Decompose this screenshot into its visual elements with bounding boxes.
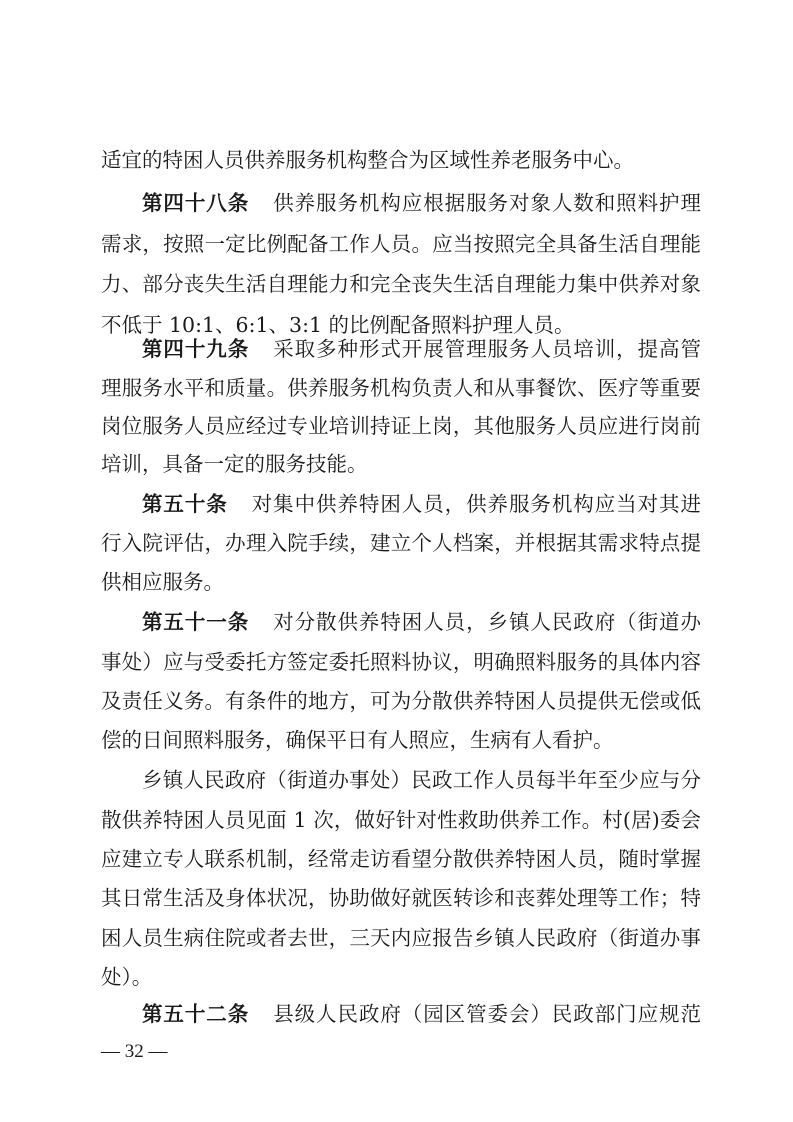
line-text: 岗位服务人员应经过专业培训持证上岗，其他服务人员应进行岗前 [101, 414, 701, 438]
line-text: 应建立专人联系机制，经常走访看望分散供养特困人员，随时掌握 [101, 847, 701, 871]
article-heading-line [101, 331, 701, 367]
article-number: 第五十二条 [142, 1002, 250, 1026]
line-text: 不低于 10:1、6:1、3:1 的比例配备照料护理人员。 [101, 313, 575, 337]
line-text: 事处）应与受委托方签定委托照料协议，明确照料服务的具体内容 [101, 650, 701, 674]
line-text: 力、部分丧失生活自理能力和完全丧失生活自理能力集中供养对象 [101, 272, 701, 296]
text-line [101, 920, 701, 956]
article-number: 第五十条 [142, 492, 228, 516]
text-line [101, 762, 701, 798]
line-text: 行入院评估，办理入院手续，建立个人档案，并根据其需求特点提 [101, 531, 701, 555]
text-line [101, 266, 701, 302]
text-line [101, 142, 701, 178]
text-line [101, 446, 701, 482]
line-text: 县级人民政府（园区管委会）民政部门应规范 [273, 1002, 701, 1026]
page-number: — 32 — [101, 1041, 168, 1062]
text-line [101, 564, 701, 600]
article-heading-line [101, 604, 701, 640]
text-line [101, 802, 701, 838]
text-line [101, 644, 701, 680]
line-text: 散供养特困人员见面 1 次，做好针对性救助供养工作。村(居)委会 [101, 808, 701, 832]
article-heading-line [101, 185, 701, 221]
text-line [101, 525, 701, 561]
line-text: 培训，具备一定的服务技能。 [101, 452, 368, 476]
line-text: 困人员生病住院或者去世，三天内应报告乡镇人民政府（街道办事 [101, 926, 701, 950]
article-number: 第四十九条 [142, 337, 250, 361]
line-text: 理服务水平和质量。供养服务机构负责人和从事餐饮、医疗等重要 [101, 376, 701, 400]
line-text: 乡镇人民政府（街道办事处）民政工作人员每半年至少应与分 [142, 768, 701, 792]
text-line [101, 722, 701, 758]
text-line [101, 408, 701, 444]
line-text: 其日常生活及身体状况，协助做好就医转诊和丧葬处理等工作；特 [101, 886, 701, 910]
text-line [101, 959, 701, 995]
text-line [101, 880, 701, 916]
line-text: 供相应服务。 [101, 570, 224, 594]
line-text: 处）。 [101, 965, 153, 989]
line-text: 对分散供养特困人员，乡镇人民政府（街道办 [273, 610, 701, 634]
line-text: 对集中供养特困人员，供养服务机构应当对其进 [251, 492, 701, 516]
line-text: 及责任义务。有条件的地方，可为分散供养特困人员提供无偿或低 [101, 689, 701, 713]
text-line [101, 370, 701, 406]
line-text: 偿的日间照料服务，确保平日有人照应，生病有人看护。 [101, 728, 614, 752]
article-number: 第四十八条 [142, 191, 250, 215]
article-heading-line [101, 486, 701, 522]
article-heading-line [101, 996, 701, 1032]
text-line [101, 841, 701, 877]
line-text: 供养服务机构应根据服务对象人数和照料护理 [273, 191, 701, 215]
text-line [101, 683, 701, 719]
line-text: 采取多种形式开展管理服务人员培训，提高管 [273, 337, 701, 361]
text-line [101, 226, 701, 262]
line-text: 需求，按照一定比例配备工作人员。应当按照完全具备生活自理能 [101, 232, 701, 256]
line-text: 适宜的特困人员供养服务机构整合为区域性养老服务中心。 [101, 148, 634, 172]
article-number: 第五十一条 [142, 610, 250, 634]
